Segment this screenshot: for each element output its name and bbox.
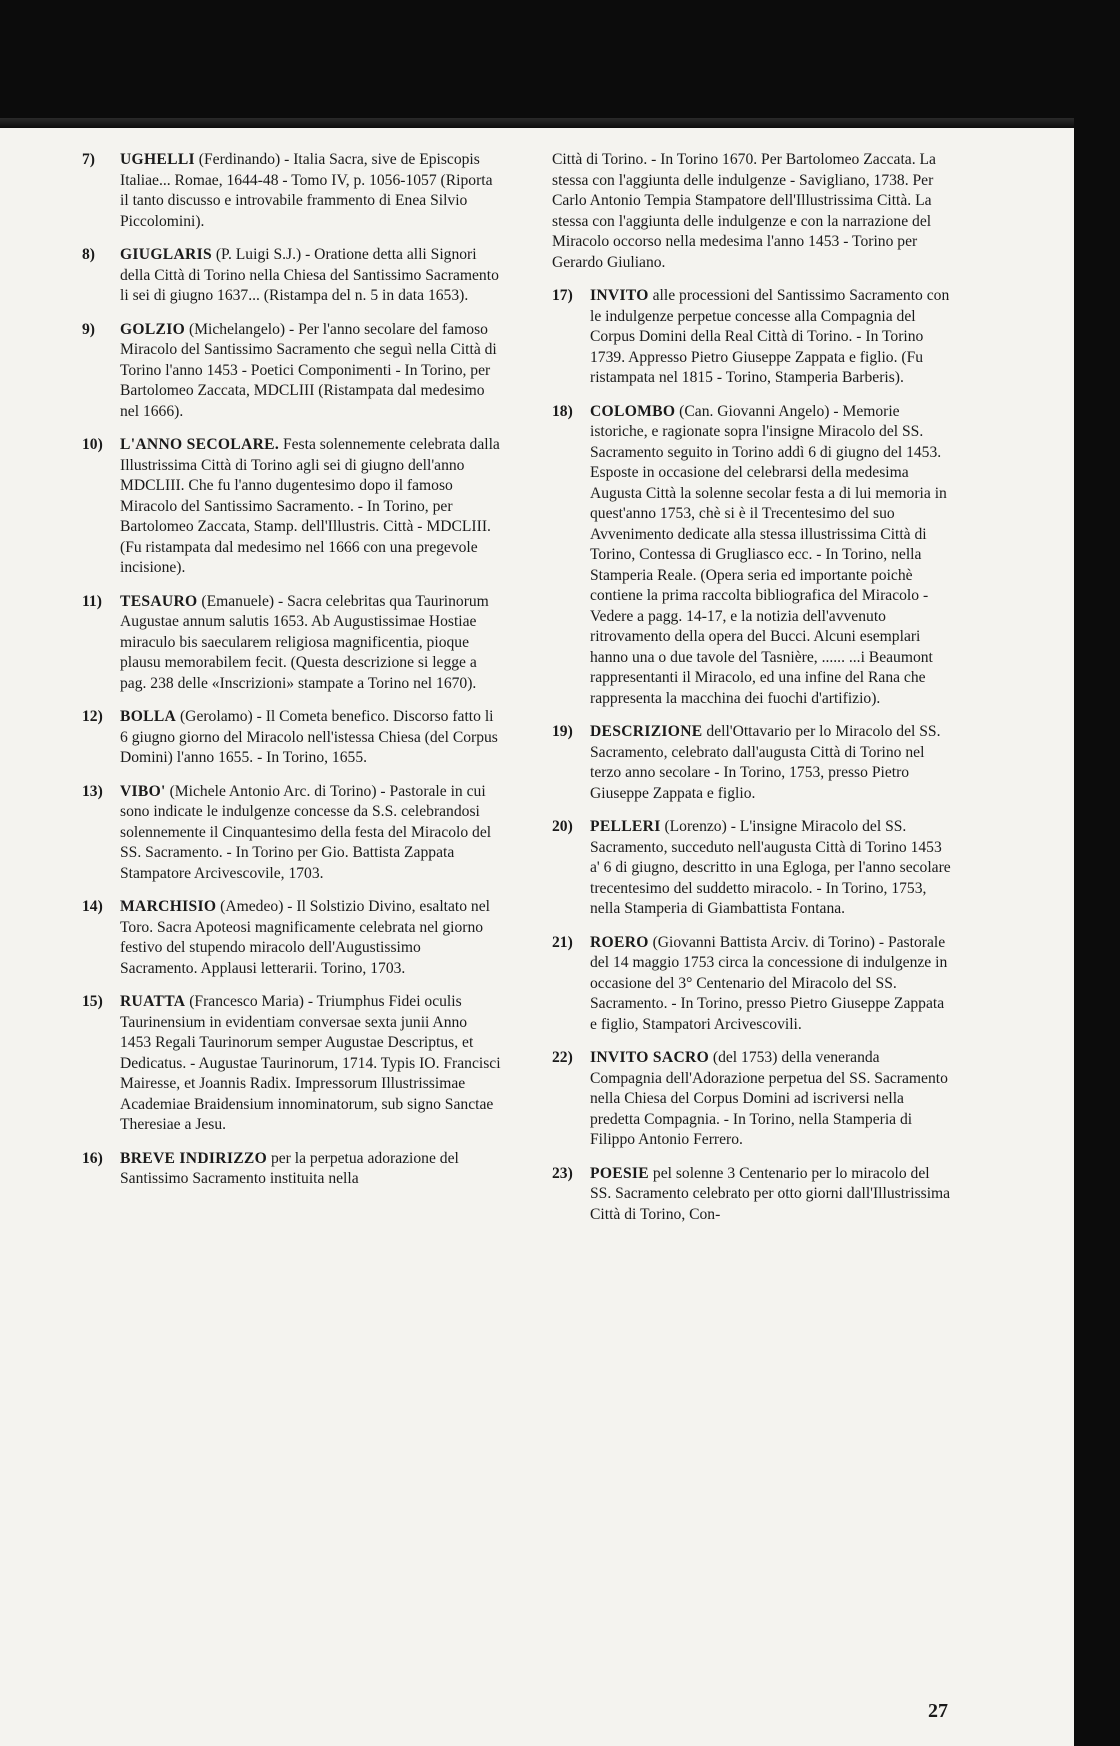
entry-number: 19) — [552, 723, 573, 740]
entry-text: (Ferdinando) - Italia Sacra, sive de Episcopis Italiae... Romae, 1644-48 - Tomo IV, p. 1056-1057 (Riporta il tanto discusso e introvabile frammento di Enea Silvio Piccolomini). — [120, 151, 493, 230]
entry-heading: UGHELLI — [120, 151, 195, 168]
entry-heading: INVITO — [590, 287, 649, 304]
entry-number: 20) — [552, 818, 573, 835]
entry-text: (Michelangelo) - Per l'anno secolare del famoso Miracolo del Santissimo Sacramento che seguì nella Città di Torino l'anno 1453 - Poetici Componimenti - In Torino, per Bartolomeo Zaccata, MDCLIII (Ristampata dal medesimo nel 1666). — [120, 320, 497, 420]
entry-number: 11) — [82, 592, 102, 610]
entry-text: (Michele Antonio Arc. di Torino) - Pastorale in cui sono indicate le indulgenze concesse da S.S. celebrandosi solennemente il Cinquantesimo della festa del Miracolo del SS. Sacramento. - In Torino per Gio. Battista Zappata Stampatore Arcivescovile, 1703. — [120, 782, 492, 882]
bibliography-entry — [82, 320, 502, 423]
entry-text: (Amedeo) - Il Solstizio Divino, esaltato nel Toro. Sacra Apoteosi magnificamente celebrata nel giorno festivo del stupendo miracolo dell'Augustissimo Sacramento. Applausi letterarii. Torino, 1703. — [120, 898, 490, 977]
bibliography-entry — [552, 402, 952, 710]
entry-number: 16) — [82, 1149, 103, 1167]
entry-heading: L'ANNO SECOLARE. — [120, 436, 280, 453]
bibliography-entry — [552, 1048, 952, 1151]
entry-heading: BOLLA — [120, 708, 177, 725]
entry-text: dell'Ottavario per lo Miracolo del SS. Sacramento, celebrato dall'augusta Città di Torino nel terzo anno secolare - In Torino, 1753, presso Pietro Giuseppe Zappata e figlio. — [590, 723, 941, 802]
entry-heading: VIBO' — [120, 782, 166, 800]
entry-number: 13) — [82, 782, 103, 800]
entry-heading: DESCRIZIONE — [590, 723, 703, 740]
entry-heading: INVITO SACRO — [590, 1049, 709, 1066]
entry-heading: ROERO — [590, 933, 649, 951]
scan-right-border — [1074, 0, 1120, 1746]
entry-number: 18) — [552, 402, 573, 420]
entry-heading: COLOMBO — [590, 402, 676, 420]
bibliography-entry — [552, 817, 952, 920]
entry-number: 22) — [552, 1049, 573, 1066]
bibliography-entry — [82, 150, 502, 232]
entry-number: 17) — [552, 287, 573, 304]
entry-heading: TESAURO — [120, 592, 198, 610]
bibliography-entry — [82, 245, 502, 307]
entry-text: (Emanuele) - Sacra celebritas qua Taurinorum Augustae annum salutis 1653. Ab Augustissimae Hostiae miraculo bis saecularem religiosa magnificentia, pioque plausu memorabilem fecit. (Questa descrizione si legge a pag. 238 delle «Inscrizioni» stampate a Torino nel 1670). — [120, 592, 489, 692]
bibliography-entry — [82, 992, 502, 1136]
entry-text: Festa solennemente celebrata dalla Illustrissima Città di Torino agli sei di giugno dell'anno MDCLIII. Che fu l'anno dugentesimo dopo il famoso Miracolo del Santissimo Sacramento. - In Torino, per Bartolomeo Zaccata, Stamp. dell'Illustris. Città - MDCLIII. (Fu ristampata dal medesimo nel 1666 con una pregevole incisione). — [120, 436, 500, 576]
entry-heading: BREVE INDIRIZZO — [120, 1149, 268, 1167]
entry-text: (P. Luigi S.J.) - Oratione detta alli Signori della Città di Torino nella Chiesa del Santissimo Sacramento li sei di giugno 1637... (Ristampa del n. 5 in data 1653). — [120, 246, 499, 304]
entry-number: 7) — [82, 151, 95, 168]
bibliography-entry — [82, 782, 502, 885]
entry-number: 23) — [552, 1164, 573, 1182]
entry-text: (Francesco Maria) - Triumphus Fidei oculis Taurinensium in evidentiam conversae sexta junii Anno 1453 Regali Taurinorum semper Augustae Descriptus, et Dedicatus. - Augustae Taurinorum, 1714. Typis IO. Francisci Mairesse, et Joannis Radix. Impressorum Illustrissimae Academiae Braidensium innominatorum, sub signo Sanctae Theresiae a Jesu. — [120, 993, 501, 1133]
scan-top-border — [0, 0, 1120, 128]
entry-number: 12) — [82, 708, 103, 725]
entry-number: 8) — [82, 246, 95, 263]
right-column — [552, 150, 952, 1238]
bibliography-entry — [552, 722, 952, 804]
entry-heading: PELLERI — [590, 818, 661, 835]
bibliography-entry — [82, 707, 502, 769]
bibliography-entry — [82, 1149, 502, 1190]
entry-heading: POESIE — [590, 1164, 649, 1182]
entry-number: 21) — [552, 933, 573, 951]
entry-text: (Can. Giovanni Angelo) - Memorie istoriche, e ragionate sopra l'insigne Miracolo del SS. Sacramento seguito in Torino addì 6 di giugno del 1453. Esposte in occasione del celebrarsi della medesima Augusta Città la solenne secolar festa a di lui memoria in quest'anno 1753, chè si è il Trecentesimo del suo Avvenimento dedicate alla stessa illustrissima Città di Torino, Contessa di Grugliasco ecc. - In Torino, nella Stamperia Reale. (Opera seria ed importante poichè contiene la prima raccolta bibliografica del Miracolo - Vedere a pagg. 14-17, e la notizia dell'avvenuto ritrovamento della opera del Bucci. Alcuni esemplari hanno una o due tavole del Tasnière, ...... ...i Beaumont rappresentanti il Miracolo, ed una infine del Rana che rappresenta la macchina dei fuochi d'artifizio). — [590, 402, 947, 707]
entry-continuation: Città di Torino. - In Torino 1670. Per Bartolomeo Zaccata. La stessa con l'aggiunta delle indulgenze - Savigliano, 1738. Per Carlo Antonio Tempia Stampatore dell'Illustrissima Città. La stessa con l'aggiunta delle indulgenze e con la narrazione del Miracolo occorso nella medesima l'anno 1453 - Torino per Gerardo Giuliano. — [552, 151, 936, 271]
entry-number: 10) — [82, 436, 103, 453]
page-number: 27 — [928, 1700, 948, 1722]
bibliography-entry — [552, 286, 952, 389]
entry-text: (del 1753) della veneranda Compagnia dell'Adorazione perpetua del SS. Sacramento nella Chiesa del Corpus Domini ad iscriversi nella predetta Compagnia. - In Torino, nella Stamperia di Filippo Antonio Ferrero. — [590, 1049, 948, 1148]
bibliography-entry — [552, 933, 952, 1036]
entry-number: 15) — [82, 993, 103, 1010]
entry-heading: MARCHISIO — [120, 898, 217, 915]
entry-heading: GIUGLARIS — [120, 246, 212, 263]
bibliography-entry — [552, 1164, 952, 1226]
bibliography-entry — [82, 435, 502, 579]
entry-text: per la perpetua adorazione del Santissimo Sacramento instituita nella — [120, 1149, 459, 1187]
entry-heading: RUATTA — [120, 993, 186, 1010]
left-column — [82, 150, 502, 1203]
entry-text: pel solenne 3 Centenario per lo miracolo del SS. Sacramento celebrato per otto giorni dall'Illustrissima Città di Torino, Con- — [590, 1164, 951, 1223]
bibliography-entry — [82, 897, 502, 979]
entry-text: (Gerolamo) - Il Cometa benefico. Discorso fatto li 6 giugno giorno del Miracolo nell'istessa Chiesa (del Corpus Domini) l'anno 1655. - In Torino, 1655. — [120, 708, 498, 766]
entry-text: alle processioni del Santissimo Sacramento con le indulgenze perpetue concesse alla Compagnia del Corpus Domini della Real Città di Torino. - In Torino 1739. Appresso Pietro Giuseppe Zappata e figlio. (Fu ristampata nel 1815 - Torino, Stamperia Barberis). — [590, 287, 950, 386]
entry-text: (Giovanni Battista Arciv. di Torino) - Pastorale del 14 maggio 1753 circa la concessione di indulgenze in occasione del 3° Centenario del Miracolo del SS. Sacramento. - In Torino, presso Pietro Giuseppe Zappata e figlio, Stampatori Arcivescovili. — [590, 933, 948, 1033]
entry-text: (Lorenzo) - L'insigne Miracolo del SS. Sacramento, succeduto nell'augusta Città di Torino 1453 a' 6 di giugno, descritto in una Egloga, per l'anno secolare trecentesimo del suddetto miracolo. - In Torino, 1753, nella Stamperia di Giambattista Fontana. — [590, 818, 951, 917]
entry-number: 14) — [82, 898, 103, 915]
bibliography-entry — [82, 592, 502, 695]
entry-heading: GOLZIO — [120, 320, 186, 338]
entry-number: 9) — [82, 320, 95, 338]
